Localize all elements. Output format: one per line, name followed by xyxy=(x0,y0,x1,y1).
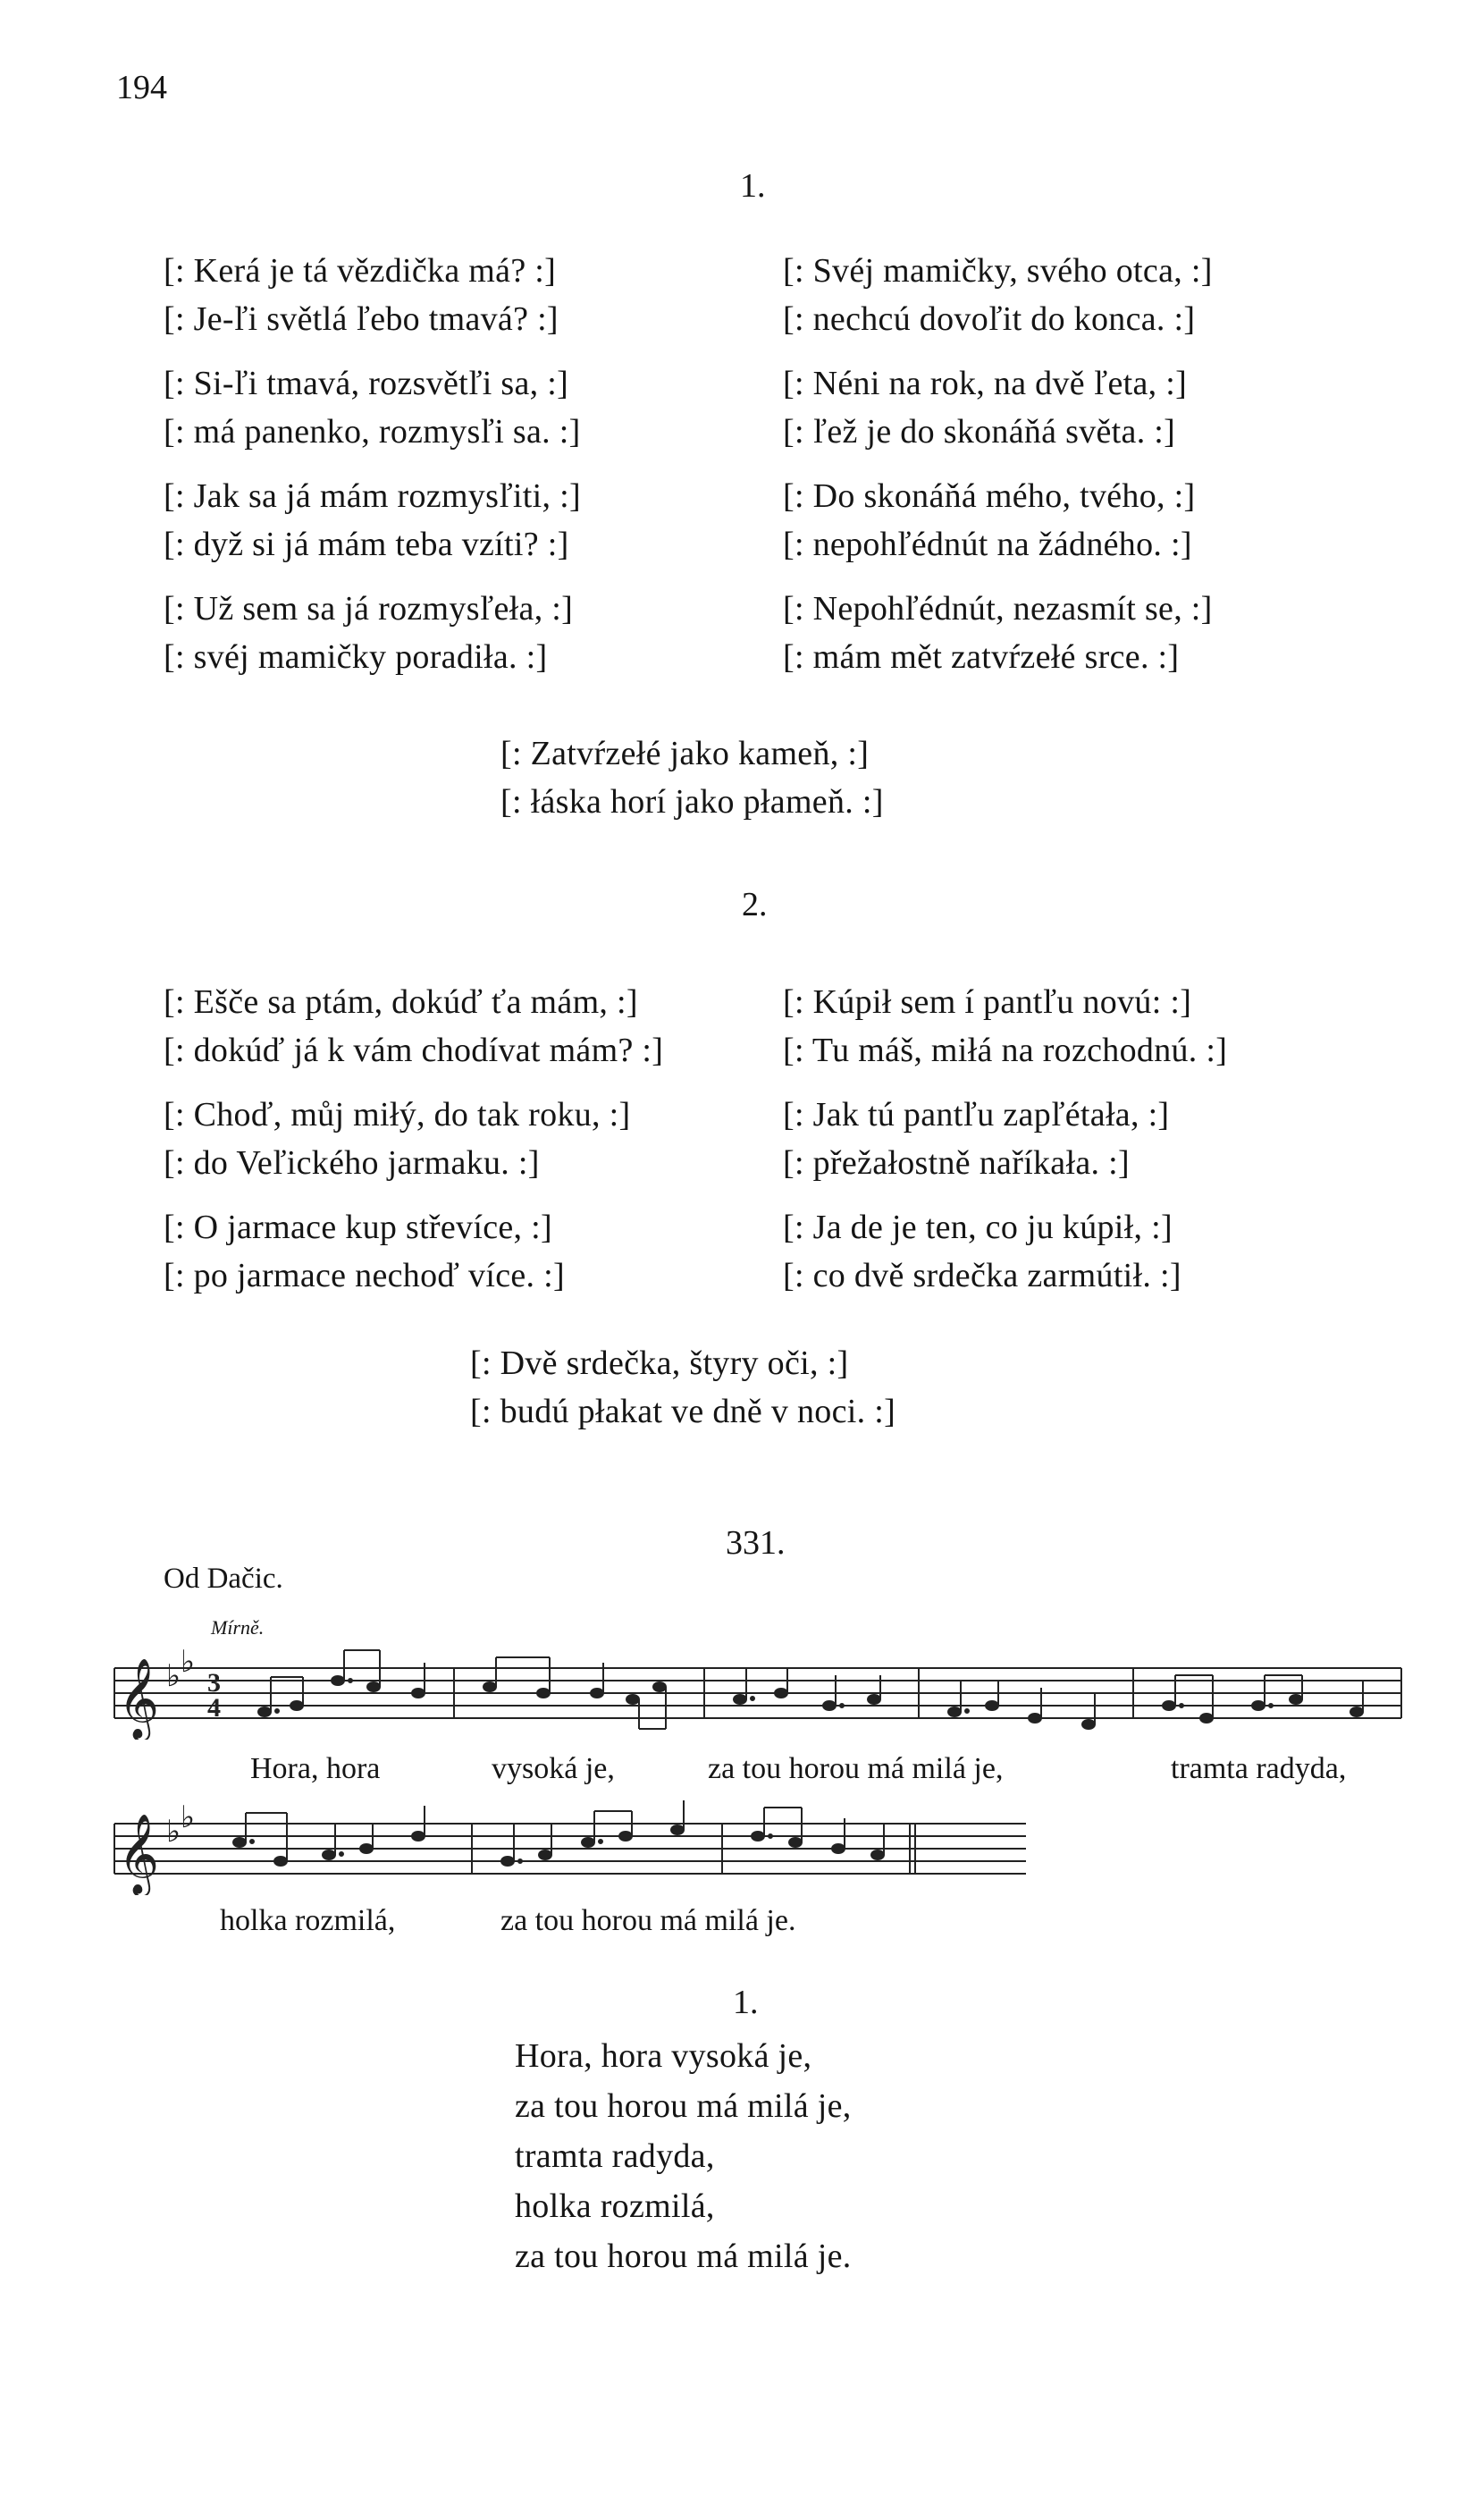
verse-line: [: Néni na rok, na dvě ľeta, :] xyxy=(783,365,1188,402)
verse-line: [: po jarmace nechoď více. :] xyxy=(164,1257,565,1294)
verse-line: holka rozmilá, xyxy=(515,2187,715,2225)
verse-line: [: ľež je do skonáňá světa. :] xyxy=(783,413,1176,451)
source-location: Od Dačic. xyxy=(164,1563,283,1595)
flat-icon: ♭ xyxy=(181,1799,196,1835)
verse-line: [: Kerá je tá vězdička má? :] xyxy=(164,252,557,290)
verse-line: [: Zatvŕzełé jako kameň, :] xyxy=(500,735,870,772)
stanza-number: 1. xyxy=(740,167,766,205)
flat-icon: ♭ xyxy=(166,1814,181,1850)
verse-line: [: Svéj mamičky, svého otca, :] xyxy=(783,252,1213,290)
time-signature-bottom: 4 xyxy=(207,1693,221,1723)
page-number: 194 xyxy=(116,69,167,106)
lyric-segment: za tou horou má milá je. xyxy=(500,1904,796,1937)
lyric-segment: tramta radyda, xyxy=(1171,1752,1347,1785)
verse-line: za tou horou má milá je, xyxy=(515,2087,852,2125)
verse-column-right xyxy=(783,247,1213,697)
music-staff xyxy=(105,1797,1053,1895)
verse-line: [: do Veľického jarmaku. :] xyxy=(164,1144,540,1182)
lyric-segment: vysoká je, xyxy=(492,1752,615,1785)
treble-clef-icon: 𝄞 xyxy=(118,1814,160,1894)
music-staff xyxy=(105,1641,1410,1740)
lyric-segment: holka rozmilá, xyxy=(220,1904,396,1937)
verse-line: [: Jak sa já mám rozmysľiti, :] xyxy=(164,477,581,515)
verse-line: [: dyž si já mám teba vzíti? :] xyxy=(164,526,569,563)
flat-icon: ♭ xyxy=(181,1644,196,1680)
verse-line: [: budú płakat ve dně v noci. :] xyxy=(470,1393,896,1430)
verse-line: [: Je-ľi světlá ľebo tmavá? :] xyxy=(164,300,559,338)
verse-line: tramta radyda, xyxy=(515,2137,715,2175)
verse-line: [: dokúď já k vám chodívat mám? :] xyxy=(164,1032,664,1069)
verse-line: [: łáska horí jako płameň. :] xyxy=(500,783,884,821)
stanza-number: 1. xyxy=(733,1984,759,2021)
verse-line: [: nepohľédnút na žádného. :] xyxy=(783,526,1192,563)
flat-icon: ♭ xyxy=(166,1658,181,1694)
verse-line: Hora, hora vysoká je, xyxy=(515,2037,812,2075)
verse-line: [: Si-ľi tmavá, rozsvětľi sa, :] xyxy=(164,365,569,402)
verse-line: [: Do skonáňá mého, tvého, :] xyxy=(783,477,1196,515)
verse-line: [: nechcú dovoľit do konca. :] xyxy=(783,300,1196,338)
stanza-number: 2. xyxy=(742,886,768,923)
verse-line: [: co dvě srdečka zarmútił. :] xyxy=(783,1257,1181,1294)
verse-line: [: Choď, můj miłý, do tak roku, :] xyxy=(164,1096,631,1134)
verse-column-left xyxy=(164,247,581,697)
verse-line: [: svéj mamičky poradiła. :] xyxy=(164,638,548,676)
time-signature-top: 3 xyxy=(207,1668,221,1698)
verse-column-left xyxy=(164,978,663,1316)
song-number: 331. xyxy=(726,1524,786,1562)
verse-line: [: má panenko, rozmysľi sa. :] xyxy=(164,413,581,451)
verse-line: [: přežałostně naříkała. :] xyxy=(783,1144,1130,1182)
lyric-segment: Hora, hora xyxy=(250,1752,381,1785)
verse-line: [: mám mět zatvŕzełé srce. :] xyxy=(783,638,1180,676)
verse-line: za tou horou má milá je. xyxy=(515,2238,852,2275)
verse-line: [: Ešče sa ptám, dokúď ťa mám, :] xyxy=(164,983,638,1021)
verse-line: [: O jarmace kup střevíce, :] xyxy=(164,1209,552,1246)
tempo-marking: Mírně. xyxy=(211,1616,265,1639)
verse-line: [: Jak tú pantľu zapľétała, :] xyxy=(783,1096,1170,1134)
verse-line: [: Kúpił sem í pantľu novú: :] xyxy=(783,983,1192,1021)
verse-line: [: Ja de je ten, co ju kúpił, :] xyxy=(783,1209,1173,1246)
verse-line: [: Tu máš, miłá na rozchodnú. :] xyxy=(783,1032,1228,1069)
verse-column-right xyxy=(783,978,1227,1316)
song-text xyxy=(515,2031,852,2281)
verse-line: [: Dvě srdečka, štyry oči, :] xyxy=(470,1344,849,1382)
verse-column-center xyxy=(500,729,884,826)
treble-clef-icon: 𝄞 xyxy=(118,1658,160,1739)
verse-line: [: Nepohľédnút, nezasmít se, :] xyxy=(783,590,1213,628)
lyric-segment: za tou horou má milá je, xyxy=(708,1752,1004,1785)
verse-column-center xyxy=(470,1339,895,1436)
verse-line: [: Už sem sa já rozmysľeła, :] xyxy=(164,590,574,628)
